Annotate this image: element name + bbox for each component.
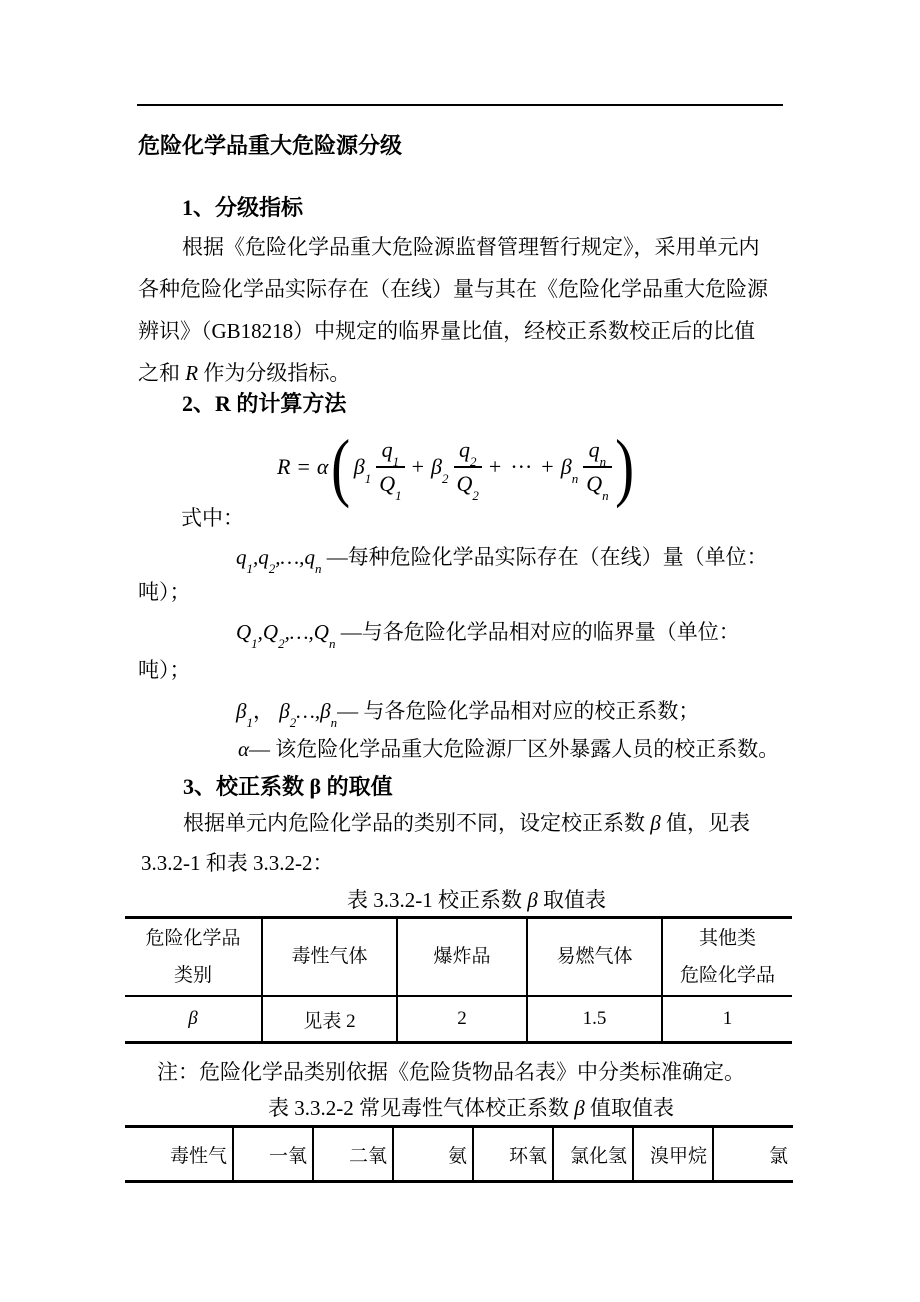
table-2-cell-carbon-monoxide: 一氧 [233, 1127, 313, 1182]
where-label: 式中： [181, 506, 244, 530]
section-1-heading: 1、分级指标 [182, 195, 304, 220]
table-2-cell-toxic-gas: 毒性气 [169, 1145, 227, 1167]
table-1-value-row [125, 996, 792, 1043]
definition-q: $q_1,q_2,\dots,q_n$ —每种危险化学品实际存在（在线）量（单位： [236, 545, 768, 577]
table-2-cell-sulfur-dioxide: 二氧 [313, 1127, 393, 1182]
formula-plus-2: + [488, 454, 502, 479]
header-rule [137, 104, 783, 106]
formula-left-paren: ( [331, 425, 351, 509]
table-2-cell-ethylene-oxide: 环氧 [473, 1127, 553, 1182]
table-1-note: 注：危险化学品类别依据《危险货物品名表》中分类标准确定。 [157, 1060, 745, 1084]
formula-alpha: α [316, 454, 329, 479]
numerator: $q_n$ [588, 437, 607, 470]
table-1-beta-label: β [188, 1008, 198, 1029]
table-1-header-row [125, 918, 792, 997]
table-1-header-category: 危险化学品 类别 [125, 918, 262, 997]
paragraph-2-line-1: 根据单元内危险化学品的类别不同，设定校正系数 β 值，见表 [183, 811, 750, 835]
formula-lhs: R [277, 454, 291, 479]
denominator: $Q_1$ [376, 466, 404, 497]
table-1-header-toxic-gas: 毒性气体 [262, 918, 397, 997]
correction-factor-table [125, 916, 792, 1044]
page-title: 危险化学品重大危险源分级 [138, 133, 403, 158]
table-1-value-explosives: 2 [397, 996, 527, 1043]
numerator: $q_2$ [458, 437, 477, 470]
fraction-qn-over-Qn [583, 437, 611, 504]
formula-ellipsis: ··· [510, 454, 533, 479]
section-3-heading: 3、校正系数 β 的取值 [183, 774, 393, 799]
r-formula [277, 424, 637, 510]
paragraph-1-line-2: 各种危险化学品实际存在（在线）量与其在《危险化学品重大危险源 [138, 277, 768, 301]
section-2-heading: 2、R 的计算方法 [182, 391, 347, 416]
table-2-header-row [125, 1127, 793, 1182]
table-2-cell-chlorine: 氯 [713, 1127, 793, 1182]
beta-n: $\beta_n$ [560, 454, 579, 487]
table-1-value-flammable: 1.5 [527, 996, 662, 1043]
definition-Q: $Q_1,Q_2,\dots,Q_n$ —与各危险化学品相对应的临界量（单位： [236, 620, 740, 652]
table-1-header-other: 其他类 危险化学品 [662, 918, 792, 997]
paragraph-1-line-1: 根据《危险化学品重大危险源监督管理暂行规定》，采用单元内 [182, 235, 760, 259]
paragraph-1-line-4: 之和 R 作为分级指标。 [138, 361, 351, 385]
definition-q-unit: 吨）； [138, 580, 191, 604]
beta-1: $\beta_1$ [353, 454, 372, 487]
table-2-cell-hydrogen-chloride: 氯化氢 [553, 1127, 633, 1182]
table-1-header-flammable-gas: 易燃气体 [527, 918, 662, 997]
definition-Q-unit: 吨）； [138, 658, 191, 682]
table-2-cell-methyl-bromide: 溴甲烷 [633, 1127, 713, 1182]
numerator: $q_1$ [381, 437, 400, 470]
definition-beta: $\beta_1$， $\beta_2\dots,\beta_n—$ 与各危险化学品相对应的校正系数； [236, 699, 700, 731]
table-2-cell-ammonia: 氨 [393, 1127, 473, 1182]
fraction-q1-over-Q1 [376, 437, 404, 504]
beta-2: $\beta_2$ [431, 454, 449, 487]
fraction-q2-over-Q2 [454, 437, 482, 504]
formula-plus-3: + [541, 454, 554, 479]
denominator: $Q_2$ [454, 466, 482, 497]
table-1-header-explosives: 爆炸品 [397, 918, 527, 997]
formula-term-2 [431, 437, 482, 504]
formula-plus-1: + [411, 454, 425, 479]
paragraph-1-line-3: 辨识》（GB18218）中规定的临界量比值，经校正系数校正后的比值 [138, 319, 756, 343]
table-1-value-other: 1 [662, 996, 792, 1043]
definition-alpha: α— 该危险化学品重大危险源厂区外暴露人员的校正系数。 [238, 737, 780, 761]
table-1-value-toxic: 见表 2 [262, 996, 397, 1043]
formula-term-n [560, 437, 612, 504]
formula-equals: = [297, 454, 310, 479]
formula-right-paren: ) [614, 425, 634, 509]
table-1-caption: 表 3.3.2-1 校正系数 β 取值表 [347, 888, 606, 912]
toxic-gas-table [125, 1125, 793, 1183]
formula-term-1 [353, 437, 405, 504]
paragraph-2-line-2: 3.3.2-1 和表 3.3.2-2： [141, 851, 334, 875]
denominator: $Q_n$ [583, 466, 611, 497]
table-2-caption: 表 3.3.2-2 常见毒性气体校正系数 β 值取值表 [268, 1096, 674, 1120]
